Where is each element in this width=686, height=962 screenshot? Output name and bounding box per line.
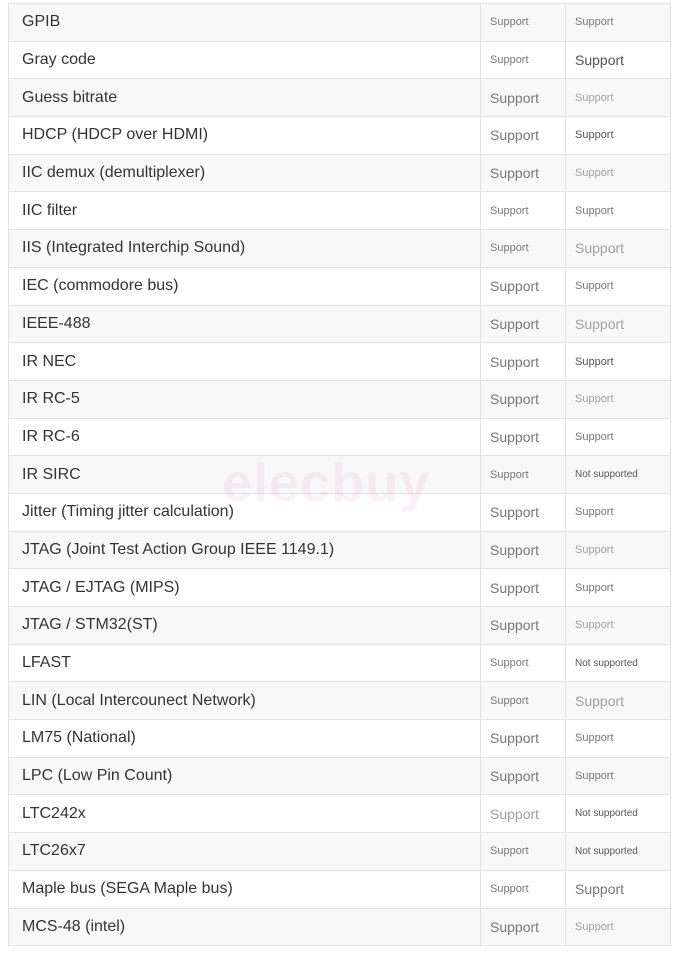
support-status: Support [565,306,671,343]
table-row [8,494,671,532]
table-row [8,268,671,306]
support-status: Support [565,494,671,531]
support-status: Support [565,4,671,41]
support-status: Support [480,532,565,569]
support-status: Support [565,79,671,116]
protocol-name: IR NEC [8,343,480,380]
support-status: Support [480,306,565,343]
table-row [8,682,671,720]
support-status: Support [480,758,565,795]
table-row [8,79,671,117]
support-status: Support [565,268,671,305]
protocol-name: IR SIRC [8,456,480,493]
table-row [8,192,671,230]
support-status: Support [480,607,565,644]
table-row [8,833,671,871]
protocol-name: IR RC-6 [8,419,480,456]
support-status: Support [480,155,565,192]
protocol-name: JTAG / STM32(ST) [8,607,480,644]
table-row [8,117,671,155]
table-row [8,758,671,796]
table-row [8,795,671,833]
table-row [8,155,671,193]
support-status: Support [565,532,671,569]
protocol-name: GPIB [8,4,480,41]
support-status: Support [565,569,671,606]
table-row [8,4,671,42]
table-row [8,230,671,268]
protocol-name: LFAST [8,645,480,682]
support-status: Support [480,494,565,531]
support-status: Support [565,117,671,154]
support-status: Support [480,569,565,606]
support-status: Support [480,192,565,229]
support-status: Support [480,4,565,41]
protocol-name: IIS (Integrated Interchip Sound) [8,230,480,267]
table-row [8,306,671,344]
protocol-name: LTC26x7 [8,833,480,870]
protocol-name: JTAG / EJTAG (MIPS) [8,569,480,606]
support-status: Support [480,909,565,946]
protocol-name: IEC (commodore bus) [8,268,480,305]
protocol-name: Maple bus (SEGA Maple bus) [8,871,480,908]
support-status: Support [480,117,565,154]
support-status: Support [565,381,671,418]
support-status: Not supported [565,795,671,832]
support-status: Support [480,682,565,719]
table-row [8,343,671,381]
support-status: Not supported [565,833,671,870]
support-status: Support [480,419,565,456]
support-status: Support [480,230,565,267]
protocol-name: Guess bitrate [8,79,480,116]
support-status: Support [565,419,671,456]
support-status: Support [480,381,565,418]
support-status: Support [480,645,565,682]
support-status: Support [565,720,671,757]
table-row [8,42,671,80]
protocol-name: Gray code [8,42,480,79]
protocol-name: LIN (Local Intercounect Network) [8,682,480,719]
support-status: Support [565,42,671,79]
support-status: Support [480,871,565,908]
table-row [8,532,671,570]
support-status: Support [480,795,565,832]
support-status: Support [565,682,671,719]
protocol-name: HDCP (HDCP over HDMI) [8,117,480,154]
support-status: Support [480,343,565,380]
support-status: Support [565,155,671,192]
support-status: Support [480,456,565,493]
protocol-name: IIC demux (demultiplexer) [8,155,480,192]
table-row [8,645,671,683]
support-status: Not supported [565,645,671,682]
protocol-name: Jitter (Timing jitter calculation) [8,494,480,531]
support-status: Support [565,192,671,229]
table-row [8,607,671,645]
protocol-support-table [8,3,671,946]
table-row [8,720,671,758]
table-row [8,419,671,457]
protocol-name: JTAG (Joint Test Action Group IEEE 1149.1) [8,532,480,569]
support-status: Not supported [565,456,671,493]
support-status: Support [480,268,565,305]
table-row [8,871,671,909]
protocol-name: LM75 (National) [8,720,480,757]
support-status: Support [565,343,671,380]
protocol-name: IR RC-5 [8,381,480,418]
protocol-name: LTC242x [8,795,480,832]
table-row [8,456,671,494]
support-status: Support [480,79,565,116]
protocol-name: MCS-48 (intel) [8,909,480,946]
support-status: Support [565,607,671,644]
support-status: Support [480,720,565,757]
support-status: Support [565,871,671,908]
support-status: Support [565,758,671,795]
support-status: Support [480,833,565,870]
protocol-name: LPC (Low Pin Count) [8,758,480,795]
protocol-name: IIC filter [8,192,480,229]
support-status: Support [565,230,671,267]
support-status: Support [480,42,565,79]
protocol-name: IEEE-488 [8,306,480,343]
support-status: Support [565,909,671,946]
table-row [8,909,671,947]
table-row [8,569,671,607]
table-row [8,381,671,419]
